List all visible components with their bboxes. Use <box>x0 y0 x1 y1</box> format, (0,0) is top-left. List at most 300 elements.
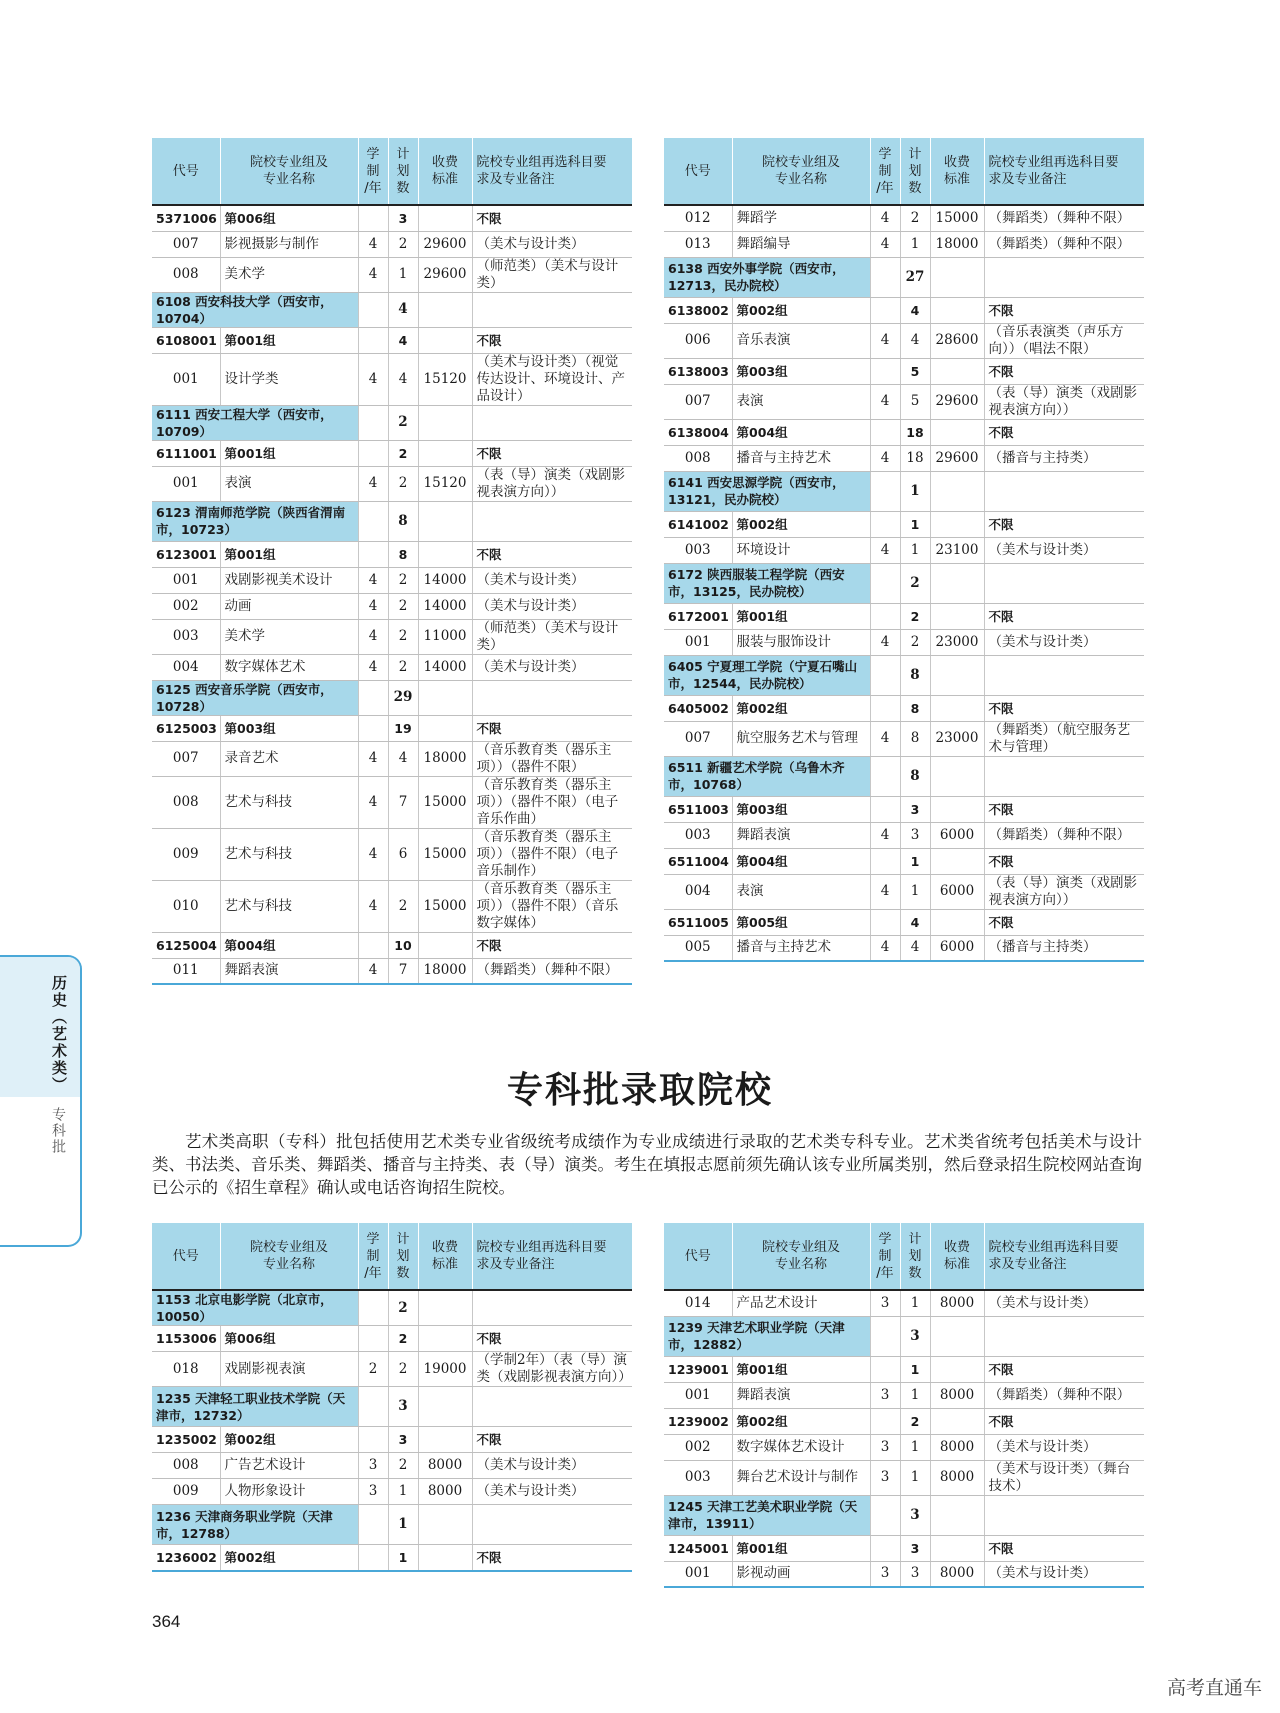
major-name: 艺术与科技 <box>220 880 358 932</box>
tuition-fee: 6000 <box>930 874 984 909</box>
major-row <box>152 353 632 405</box>
empty-cell <box>418 327 472 353</box>
major-code: 007 <box>152 231 220 257</box>
study-years: 4 <box>358 619 388 654</box>
study-years: 4 <box>358 880 388 932</box>
school-name: 1235 天津轻工职业技术学院（天津市，12732） <box>152 1387 358 1427</box>
school-row <box>152 292 632 327</box>
major-row <box>152 1352 632 1387</box>
school-name: 1153 北京电影学院（北京市，10050） <box>152 1290 358 1326</box>
header-text: 计 <box>908 1231 922 1247</box>
major-name: 音乐表演 <box>732 323 870 358</box>
plan-count: 1 <box>900 511 930 537</box>
empty-cell <box>418 501 472 541</box>
header-text: 计 <box>908 146 922 162</box>
tuition-fee: 28600 <box>930 323 984 358</box>
major-name: 戏剧影视表演 <box>220 1352 358 1387</box>
major-row <box>152 1453 632 1479</box>
plan-count: 4 <box>900 297 930 323</box>
group-name: 第003组 <box>732 796 870 822</box>
major-row <box>664 1382 1144 1408</box>
group-code: 6125003 <box>152 715 220 741</box>
side-tab-batch: 专科批 <box>50 1107 66 1155</box>
section-intro: 艺术类高职（专科）批包括使用艺术类专业省级统考成绩作为专业成绩进行录取的艺术类专科专业。艺术类省统考包括美术与设计类、书法类、音乐类、舞蹈类、播音与主持类、表（导）演类。考生在填报志愿前须先确认该专业所属类别，然后登录招生院校网站查询已公示的《招生章程》确认或电话咨询招生院校。 <box>152 1132 1142 1197</box>
header-text: /年 <box>876 180 894 196</box>
major-remark: （舞蹈类）（舞种不限） <box>984 205 1144 231</box>
plan-count: 1 <box>900 537 930 563</box>
header-text: 专业名称 <box>774 172 827 187</box>
empty-cell <box>358 680 388 715</box>
major-code: 004 <box>664 874 732 909</box>
study-years: 4 <box>358 466 388 501</box>
group-requirement: 不限 <box>984 1356 1144 1382</box>
header-text: 划 <box>908 163 922 179</box>
major-remark: （美术与设计类） <box>472 231 632 257</box>
plan-count: 2 <box>900 563 930 603</box>
header-text: 专业名称 <box>774 1257 827 1272</box>
header-text: /年 <box>364 180 382 196</box>
table-header-row <box>664 1223 1144 1290</box>
plan-count: 27 <box>900 257 930 297</box>
major-name: 影视摄影与制作 <box>220 231 358 257</box>
study-years: 3 <box>870 1434 900 1460</box>
table-header-cell <box>984 138 1144 205</box>
plan-count: 3 <box>388 1387 418 1427</box>
admission-table-bottom-left <box>152 1223 632 1572</box>
empty-cell <box>358 1545 388 1571</box>
study-years: 4 <box>870 874 900 909</box>
study-years: 4 <box>358 776 388 828</box>
major-remark: （美术与设计类） <box>984 1290 1144 1316</box>
empty-cell <box>984 471 1144 511</box>
group-requirement: 不限 <box>472 932 632 958</box>
major-name: 舞蹈表演 <box>220 958 358 984</box>
major-remark: （美术与设计类） <box>472 654 632 680</box>
plan-count: 2 <box>388 593 418 619</box>
table-header-row <box>664 138 1144 205</box>
group-code: 1236002 <box>152 1545 220 1571</box>
plan-count: 6 <box>388 828 418 880</box>
major-name: 录音艺术 <box>220 741 358 776</box>
study-years: 4 <box>870 384 900 419</box>
group-name: 第002组 <box>732 1408 870 1434</box>
table-header-cell <box>358 1223 388 1290</box>
tuition-fee: 15000 <box>418 880 472 932</box>
study-years: 3 <box>870 1382 900 1408</box>
major-name: 航空服务艺术与管理 <box>732 721 870 756</box>
group-name: 第001组 <box>220 327 358 353</box>
table-header-cell <box>732 138 870 205</box>
plan-count: 1 <box>900 1382 930 1408</box>
major-name: 数字媒体艺术 <box>220 654 358 680</box>
group-code: 6125004 <box>152 932 220 958</box>
major-name: 环境设计 <box>732 537 870 563</box>
empty-cell <box>472 1505 632 1545</box>
header-text: 专业名称 <box>262 172 315 187</box>
group-code: 6138004 <box>664 419 732 445</box>
side-tab-category: 历史（艺术类） <box>50 975 68 1094</box>
empty-cell <box>930 655 984 695</box>
plan-count: 4 <box>388 292 418 327</box>
major-remark: （美术与设计类）（视觉传达设计、环境设计、产品设计） <box>472 353 632 405</box>
group-row <box>152 205 632 231</box>
major-remark: （舞蹈类）（舞种不限） <box>984 822 1144 848</box>
major-remark: （表（导）演类（戏剧影视表演方向）） <box>984 874 1144 909</box>
empty-cell <box>930 1316 984 1356</box>
school-name: 6138 西安外事学院（西安市，12713，民办院校） <box>664 257 870 297</box>
plan-count: 1 <box>388 1505 418 1545</box>
study-years: 3 <box>870 1290 900 1316</box>
major-code: 003 <box>664 822 732 848</box>
empty-cell <box>418 405 472 440</box>
tuition-fee: 15120 <box>418 466 472 501</box>
plan-count: 3 <box>388 1427 418 1453</box>
group-name: 第004组 <box>732 419 870 445</box>
group-row <box>664 511 1144 537</box>
table-header-cell <box>388 138 418 205</box>
header-text: 学 <box>878 1231 892 1247</box>
group-code: 6511004 <box>664 848 732 874</box>
major-code: 008 <box>664 445 732 471</box>
empty-cell <box>870 695 900 721</box>
plan-count: 2 <box>388 654 418 680</box>
major-row <box>152 741 632 776</box>
table-header-cell <box>900 138 930 205</box>
major-name: 舞台艺术设计与制作 <box>732 1460 870 1495</box>
major-code: 014 <box>664 1290 732 1316</box>
plan-count: 5 <box>900 384 930 419</box>
group-row <box>664 358 1144 384</box>
table-header-cell <box>930 1223 984 1290</box>
major-code: 001 <box>152 466 220 501</box>
plan-count: 3 <box>900 796 930 822</box>
table-header-cell <box>220 1223 358 1290</box>
plan-count: 19 <box>388 715 418 741</box>
major-row <box>664 629 1144 655</box>
empty-cell <box>418 680 472 715</box>
empty-cell <box>930 297 984 323</box>
school-row <box>152 1290 632 1326</box>
major-row <box>664 822 1144 848</box>
study-years: 4 <box>870 205 900 231</box>
empty-cell <box>358 292 388 327</box>
empty-cell <box>930 848 984 874</box>
major-remark: （美术与设计类） <box>472 567 632 593</box>
empty-cell <box>930 358 984 384</box>
header-text: 学 <box>878 146 892 162</box>
empty-cell <box>358 405 388 440</box>
group-code: 6138003 <box>664 358 732 384</box>
plan-count: 2 <box>388 1352 418 1387</box>
plan-count: 4 <box>900 935 930 961</box>
major-remark: （表（导）演类（戏剧影视表演方向）） <box>472 466 632 501</box>
header-text: 划 <box>396 1248 410 1264</box>
group-requirement: 不限 <box>472 1326 632 1352</box>
group-requirement: 不限 <box>472 327 632 353</box>
empty-cell <box>930 563 984 603</box>
empty-cell <box>358 440 388 466</box>
header-text: 制 <box>366 1248 380 1264</box>
tuition-fee: 8000 <box>930 1561 984 1587</box>
major-code: 001 <box>664 1382 732 1408</box>
table-header-cell <box>870 1223 900 1290</box>
group-code: 1153006 <box>152 1326 220 1352</box>
empty-cell <box>870 1535 900 1561</box>
empty-cell <box>418 440 472 466</box>
empty-cell <box>358 327 388 353</box>
major-row <box>664 537 1144 563</box>
plan-count: 3 <box>900 1316 930 1356</box>
school-row <box>664 756 1144 796</box>
group-code: 6138002 <box>664 297 732 323</box>
group-name: 第006组 <box>220 1326 358 1352</box>
group-row <box>664 603 1144 629</box>
watermark: 高考直通车 <box>1166 1677 1262 1699</box>
empty-cell <box>472 292 632 327</box>
plan-count: 2 <box>900 205 930 231</box>
header-text: 院校专业组再选科目要 <box>988 155 1119 170</box>
tuition-fee: 29600 <box>418 231 472 257</box>
major-code: 009 <box>152 828 220 880</box>
major-row <box>152 654 632 680</box>
major-code: 002 <box>152 593 220 619</box>
group-requirement: 不限 <box>984 297 1144 323</box>
group-requirement: 不限 <box>984 909 1144 935</box>
empty-cell <box>930 471 984 511</box>
plan-count: 1 <box>900 848 930 874</box>
tuition-fee: 14000 <box>418 567 472 593</box>
major-name: 艺术与科技 <box>220 828 358 880</box>
empty-cell <box>930 257 984 297</box>
tuition-fee: 23000 <box>930 721 984 756</box>
major-remark: （音乐教育类（器乐主项））（器件不限）（音乐数字媒体） <box>472 880 632 932</box>
major-name: 艺术与科技 <box>220 776 358 828</box>
header-text: 划 <box>908 1248 922 1264</box>
plan-count: 3 <box>900 1495 930 1535</box>
study-years: 3 <box>870 1460 900 1495</box>
major-remark: （师范类）（美术与设计类） <box>472 257 632 292</box>
plan-count: 10 <box>388 932 418 958</box>
group-row <box>152 1427 632 1453</box>
group-code: 6405002 <box>664 695 732 721</box>
plan-count: 2 <box>388 405 418 440</box>
plan-count: 4 <box>388 741 418 776</box>
group-row <box>664 1408 1144 1434</box>
major-code: 011 <box>152 958 220 984</box>
study-years: 4 <box>870 323 900 358</box>
group-requirement: 不限 <box>472 541 632 567</box>
empty-cell <box>984 756 1144 796</box>
major-code: 003 <box>664 1460 732 1495</box>
school-row <box>152 1387 632 1427</box>
major-name: 影视动画 <box>732 1561 870 1587</box>
major-code: 007 <box>664 384 732 419</box>
empty-cell <box>870 756 900 796</box>
group-requirement: 不限 <box>984 848 1144 874</box>
group-row <box>664 796 1144 822</box>
plan-count: 1 <box>900 1356 930 1382</box>
table-header-cell <box>664 1223 732 1290</box>
empty-cell <box>870 471 900 511</box>
empty-cell <box>870 563 900 603</box>
empty-cell <box>984 655 1144 695</box>
header-text: 求及专业备注 <box>476 172 555 187</box>
major-row <box>664 721 1144 756</box>
group-name: 第004组 <box>220 932 358 958</box>
major-remark: （表（导）演类（戏剧影视表演方向）） <box>984 384 1144 419</box>
school-name: 6141 西安思源学院（西安市，13121，民办院校） <box>664 471 870 511</box>
major-name: 服装与服饰设计 <box>732 629 870 655</box>
major-name: 人物形象设计 <box>220 1479 358 1505</box>
major-remark: （舞蹈类）（舞种不限） <box>984 231 1144 257</box>
major-code: 013 <box>664 231 732 257</box>
school-name: 1236 天津商务职业学院（天津市，12788） <box>152 1505 358 1545</box>
table-header-cell <box>664 138 732 205</box>
plan-count: 2 <box>388 466 418 501</box>
major-name: 数字媒体艺术设计 <box>732 1434 870 1460</box>
group-row <box>152 1545 632 1571</box>
tuition-fee: 18000 <box>418 741 472 776</box>
empty-cell <box>930 1356 984 1382</box>
plan-count: 4 <box>900 323 930 358</box>
empty-cell <box>870 1495 900 1535</box>
group-requirement: 不限 <box>472 1427 632 1453</box>
group-code: 6511003 <box>664 796 732 822</box>
empty-cell <box>358 1290 388 1326</box>
school-name: 6123 渭南师范学院（陕西省渭南市，10723） <box>152 501 358 541</box>
empty-cell <box>472 501 632 541</box>
major-code: 008 <box>152 257 220 292</box>
group-code: 6172001 <box>664 603 732 629</box>
plan-count: 1 <box>388 1545 418 1571</box>
plan-count: 1 <box>900 1290 930 1316</box>
tuition-fee: 29600 <box>930 445 984 471</box>
empty-cell <box>418 1427 472 1453</box>
major-remark: （美术与设计类）（舞台技术） <box>984 1460 1144 1495</box>
empty-cell <box>472 1290 632 1326</box>
school-name: 1239 天津艺术职业学院（天津市，12882） <box>664 1316 870 1356</box>
tuition-fee: 6000 <box>930 935 984 961</box>
plan-count: 7 <box>388 776 418 828</box>
table-header-cell <box>732 1223 870 1290</box>
plan-count: 2 <box>900 629 930 655</box>
plan-count: 8 <box>388 501 418 541</box>
school-row <box>664 655 1144 695</box>
group-row <box>664 1535 1144 1561</box>
major-code: 002 <box>664 1434 732 1460</box>
table-header-cell <box>388 1223 418 1290</box>
major-code: 001 <box>152 567 220 593</box>
group-code: 6511005 <box>664 909 732 935</box>
major-remark: （学制2年）（表（导）演类（戏剧影视表演方向）） <box>472 1352 632 1387</box>
table-header-cell <box>418 138 472 205</box>
major-code: 009 <box>152 1479 220 1505</box>
major-remark: （美术与设计类） <box>984 1561 1144 1587</box>
group-name: 第001组 <box>732 603 870 629</box>
table-header-cell <box>152 138 220 205</box>
group-row <box>152 1326 632 1352</box>
study-years: 2 <box>358 1352 388 1387</box>
school-name: 6111 西安工程大学（西安市，10709） <box>152 405 358 440</box>
group-row <box>664 297 1144 323</box>
group-row <box>664 419 1144 445</box>
tuition-fee: 8000 <box>930 1434 984 1460</box>
major-row <box>664 231 1144 257</box>
group-name: 第004组 <box>732 848 870 874</box>
plan-count: 2 <box>388 567 418 593</box>
tuition-fee: 29600 <box>930 384 984 419</box>
group-code: 1239002 <box>664 1408 732 1434</box>
major-code: 005 <box>664 935 732 961</box>
plan-count: 8 <box>900 721 930 756</box>
group-code: 6111001 <box>152 440 220 466</box>
major-name: 动画 <box>220 593 358 619</box>
empty-cell <box>984 563 1144 603</box>
major-row <box>664 1434 1144 1460</box>
major-row <box>152 567 632 593</box>
header-text: 收费 <box>943 155 970 170</box>
major-row <box>664 935 1144 961</box>
header-text: 院校专业组再选科目要 <box>476 155 607 170</box>
empty-cell <box>358 541 388 567</box>
group-requirement: 不限 <box>984 511 1144 537</box>
header-text: 计 <box>396 146 410 162</box>
major-code: 004 <box>152 654 220 680</box>
plan-count: 8 <box>900 695 930 721</box>
major-name: 美术学 <box>220 619 358 654</box>
study-years: 4 <box>358 257 388 292</box>
major-row <box>152 593 632 619</box>
group-requirement: 不限 <box>984 1535 1144 1561</box>
admission-table-top-right <box>664 138 1144 962</box>
tuition-fee: 8000 <box>930 1460 984 1495</box>
tuition-fee: 18000 <box>418 958 472 984</box>
study-years: 4 <box>358 958 388 984</box>
plan-count: 8 <box>900 756 930 796</box>
group-requirement: 不限 <box>472 1545 632 1571</box>
empty-cell <box>984 1495 1144 1535</box>
school-row <box>152 501 632 541</box>
table-header-cell <box>472 138 632 205</box>
empty-cell <box>984 257 1144 297</box>
tuition-fee: 14000 <box>418 654 472 680</box>
plan-count: 8 <box>900 655 930 695</box>
group-name: 第001组 <box>220 440 358 466</box>
group-row <box>664 848 1144 874</box>
empty-cell <box>870 419 900 445</box>
plan-count: 2 <box>388 1290 418 1326</box>
empty-cell <box>870 1408 900 1434</box>
plan-count: 18 <box>900 445 930 471</box>
empty-cell <box>930 511 984 537</box>
plan-count: 1 <box>900 874 930 909</box>
empty-cell <box>930 909 984 935</box>
study-years: 4 <box>358 741 388 776</box>
major-name: 舞蹈学 <box>732 205 870 231</box>
group-name: 第002组 <box>220 1427 358 1453</box>
header-text: 代号 <box>172 1248 199 1264</box>
group-requirement: 不限 <box>984 603 1144 629</box>
major-name: 舞蹈编导 <box>732 231 870 257</box>
header-text: 代号 <box>172 163 199 179</box>
empty-cell <box>930 419 984 445</box>
group-name: 第001组 <box>732 1535 870 1561</box>
empty-cell <box>418 932 472 958</box>
major-row <box>152 257 632 292</box>
major-code: 012 <box>664 205 732 231</box>
group-row <box>664 909 1144 935</box>
empty-cell <box>930 1495 984 1535</box>
